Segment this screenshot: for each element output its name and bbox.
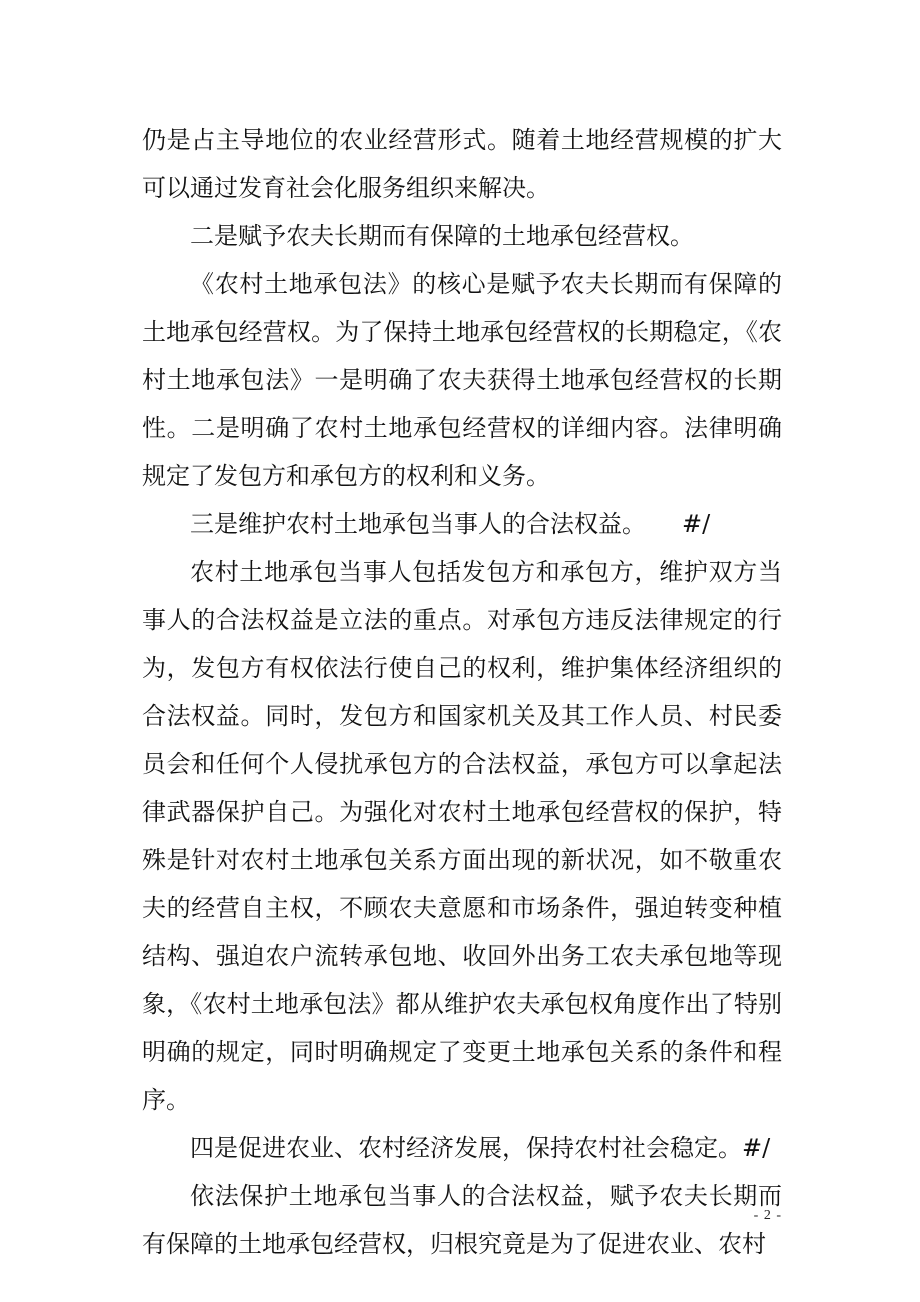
paragraph-development: 依法保护土地承包当事人的合法权益，赋予农夫长期而有保障的土地承包经营权，归根究竟是为了促进农业、农村 — [142, 1182, 782, 1258]
paragraph-continuation: 仍是占主导地位的农业经营形式。随着土地经营规模的扩大可以通过发育社会化服务组织来解决。 — [142, 126, 782, 202]
paragraph-heading-four: 四是促进农业、农村经济发展，保持农村社会稳定。#/ — [190, 1134, 771, 1162]
paragraph-parties-rights: 农村土地承包当事人包括发包方和承包方，维护双方当事人的合法权益是立法的重点。对承包方违反法律规定的行为，发包方有权依法行使自己的权利，维护集体经济组织的合法权益。同时，发包方和国家机关及其工作人员、村民委员会和任何个人侵扰承包方的合法权益，承包方可以拿起法律武器保护自己。为强化对农村土地承包经营权的保护，特殊是针对农村土地承包关系方面出现的新状况，如不敬重农夫的经营自主权，不顾农夫意愿和市场条件，强迫转变种植结构、强迫农户流转承包地、收回外出务工农夫承包地等现象，《农村土地承包法》都从维护农夫承包权角度作出了特别明确的规定，同时明确规定了变更土地承包关系的条件和程序。 — [142, 558, 782, 1114]
paragraph-heading-two: 二是赋予农夫长期而有保障的土地承包经营权。 — [190, 222, 694, 250]
page-number: - 2 - — [753, 1208, 782, 1223]
paragraph-core-content: 《农村土地承包法》的核心是赋予农夫长期而有保障的土地承包经营权。为了保持土地承包经营权的长期稳定，《农村土地承包法》一是明确了农夫获得土地承包经营权的长期性。二是明确了农村土地承包经营权的详细内容。法律明确规定了发包方和承包方的权利和义务。 — [142, 270, 782, 490]
paragraph-heading-three: 三是维护农村土地承包当事人的合法权益。 #/ — [190, 510, 711, 538]
body-text — [142, 116, 782, 1268]
